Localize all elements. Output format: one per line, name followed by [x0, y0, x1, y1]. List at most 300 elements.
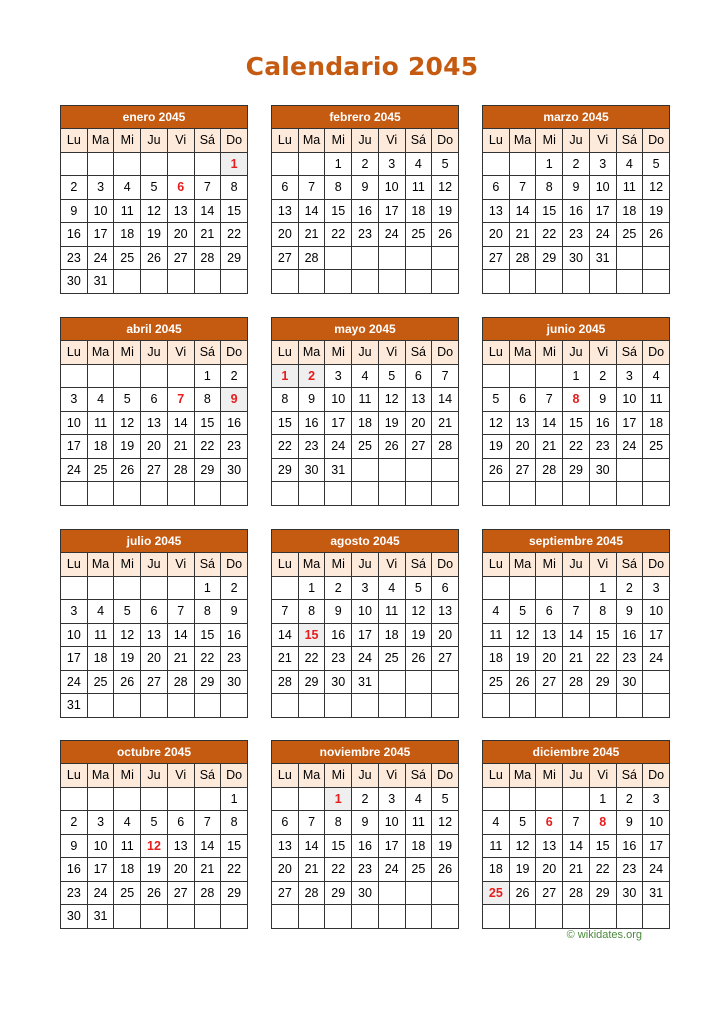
- day-cell: 14: [432, 388, 459, 412]
- day-cell: 11: [405, 176, 432, 200]
- day-cell: 15: [325, 199, 352, 223]
- empty-day-cell: [167, 576, 194, 600]
- day-cell: 2: [616, 787, 643, 811]
- weekday-header: Vi: [378, 341, 405, 365]
- weekday-header: Mi: [114, 553, 141, 577]
- holiday-day-cell: 8: [589, 811, 616, 835]
- weekday-header: Ju: [563, 553, 590, 577]
- day-cell: 20: [483, 223, 510, 247]
- day-cell: 2: [325, 576, 352, 600]
- day-cell: 24: [643, 647, 670, 671]
- weekday-header: Sá: [194, 764, 221, 788]
- day-cell: 12: [114, 623, 141, 647]
- day-cell: 10: [87, 834, 114, 858]
- day-cell: 4: [643, 364, 670, 388]
- day-cell: 9: [298, 388, 325, 412]
- empty-day-cell: [563, 482, 590, 506]
- day-cell: 20: [536, 858, 563, 882]
- empty-day-cell: [141, 905, 168, 929]
- month-calendar: [271, 105, 459, 294]
- day-cell: 12: [432, 811, 459, 835]
- month-calendar: [60, 529, 248, 718]
- month-calendar: [482, 740, 670, 929]
- day-cell: 10: [61, 623, 88, 647]
- day-cell: 31: [87, 270, 114, 294]
- weekday-header: Lu: [483, 764, 510, 788]
- weekday-header: Lu: [272, 341, 299, 365]
- day-cell: 27: [483, 246, 510, 270]
- empty-day-cell: [563, 905, 590, 929]
- day-cell: 15: [536, 199, 563, 223]
- day-cell: 12: [483, 411, 510, 435]
- weekday-header: Lu: [483, 129, 510, 153]
- empty-day-cell: [536, 270, 563, 294]
- day-cell: 10: [87, 199, 114, 223]
- empty-day-cell: [616, 458, 643, 482]
- day-cell: 27: [141, 670, 168, 694]
- day-cell: 30: [563, 246, 590, 270]
- month-title: julio 2045: [61, 530, 248, 553]
- empty-day-cell: [432, 905, 459, 929]
- day-cell: 19: [509, 858, 536, 882]
- month-calendar: [271, 529, 459, 718]
- day-cell: 12: [432, 176, 459, 200]
- day-cell: 3: [378, 787, 405, 811]
- day-cell: 25: [405, 223, 432, 247]
- day-cell: 20: [141, 647, 168, 671]
- empty-day-cell: [536, 482, 563, 506]
- day-cell: 25: [483, 670, 510, 694]
- empty-day-cell: [87, 482, 114, 506]
- empty-day-cell: [483, 270, 510, 294]
- holiday-day-cell: 1: [325, 787, 352, 811]
- empty-day-cell: [221, 270, 248, 294]
- day-cell: 31: [352, 670, 379, 694]
- day-cell: 8: [536, 176, 563, 200]
- day-cell: 9: [61, 199, 88, 223]
- holiday-day-cell: 8: [563, 388, 590, 412]
- weekday-header: Lu: [272, 553, 299, 577]
- empty-day-cell: [432, 458, 459, 482]
- day-cell: 29: [194, 458, 221, 482]
- day-cell: 20: [432, 623, 459, 647]
- empty-day-cell: [483, 787, 510, 811]
- day-cell: 22: [221, 858, 248, 882]
- empty-day-cell: [87, 152, 114, 176]
- empty-day-cell: [432, 881, 459, 905]
- day-cell: 28: [194, 881, 221, 905]
- day-cell: 21: [432, 411, 459, 435]
- weekday-header: Do: [432, 553, 459, 577]
- month-title: septiembre 2045: [483, 530, 670, 553]
- empty-day-cell: [141, 787, 168, 811]
- empty-day-cell: [589, 905, 616, 929]
- day-cell: 15: [221, 834, 248, 858]
- day-cell: 30: [352, 881, 379, 905]
- day-cell: 25: [114, 246, 141, 270]
- empty-day-cell: [378, 246, 405, 270]
- day-cell: 2: [221, 576, 248, 600]
- day-cell: 7: [298, 811, 325, 835]
- day-cell: 17: [378, 199, 405, 223]
- day-cell: 7: [509, 176, 536, 200]
- weekday-header: Do: [432, 129, 459, 153]
- day-cell: 28: [432, 435, 459, 459]
- day-cell: 24: [616, 435, 643, 459]
- empty-day-cell: [272, 482, 299, 506]
- day-cell: 5: [432, 152, 459, 176]
- day-cell: 30: [325, 670, 352, 694]
- footer-credit: © wikidates.org: [566, 929, 642, 941]
- empty-day-cell: [167, 905, 194, 929]
- day-cell: 27: [536, 881, 563, 905]
- day-cell: 25: [87, 670, 114, 694]
- empty-day-cell: [509, 152, 536, 176]
- empty-day-cell: [298, 152, 325, 176]
- day-cell: 2: [352, 152, 379, 176]
- empty-day-cell: [378, 881, 405, 905]
- weekday-header: Ju: [141, 764, 168, 788]
- day-cell: 15: [325, 834, 352, 858]
- month-calendar: [60, 317, 248, 506]
- day-cell: 22: [298, 647, 325, 671]
- day-cell: 25: [643, 435, 670, 459]
- weekday-header: Ju: [352, 764, 379, 788]
- day-cell: 17: [378, 834, 405, 858]
- day-cell: 6: [432, 576, 459, 600]
- weekday-header: Vi: [378, 764, 405, 788]
- empty-day-cell: [272, 152, 299, 176]
- empty-day-cell: [114, 694, 141, 718]
- day-cell: 17: [61, 647, 88, 671]
- month-title: marzo 2045: [483, 106, 670, 129]
- day-cell: 23: [221, 647, 248, 671]
- day-cell: 12: [643, 176, 670, 200]
- month-calendar: [271, 740, 459, 929]
- day-cell: 8: [194, 388, 221, 412]
- day-cell: 20: [405, 411, 432, 435]
- day-cell: 18: [643, 411, 670, 435]
- day-cell: 3: [87, 811, 114, 835]
- empty-day-cell: [298, 270, 325, 294]
- weekday-header: Do: [432, 764, 459, 788]
- day-cell: 22: [589, 858, 616, 882]
- day-cell: 24: [378, 858, 405, 882]
- day-cell: 30: [298, 458, 325, 482]
- day-cell: 7: [563, 811, 590, 835]
- day-cell: 8: [272, 388, 299, 412]
- day-cell: 10: [61, 411, 88, 435]
- empty-day-cell: [114, 270, 141, 294]
- day-cell: 13: [509, 411, 536, 435]
- day-cell: 5: [114, 600, 141, 624]
- day-cell: 19: [483, 435, 510, 459]
- day-cell: 7: [194, 176, 221, 200]
- day-cell: 17: [616, 411, 643, 435]
- weekday-header: Ju: [563, 764, 590, 788]
- day-cell: 18: [483, 858, 510, 882]
- weekday-header: Do: [221, 764, 248, 788]
- weekday-header: Vi: [378, 553, 405, 577]
- day-cell: 26: [432, 858, 459, 882]
- day-cell: 9: [563, 176, 590, 200]
- day-cell: 7: [536, 388, 563, 412]
- day-cell: 14: [563, 623, 590, 647]
- day-cell: 3: [87, 176, 114, 200]
- weekday-header: Ma: [298, 341, 325, 365]
- day-cell: 6: [536, 600, 563, 624]
- weekday-header: Sá: [194, 553, 221, 577]
- day-cell: 14: [298, 834, 325, 858]
- weekday-header: Ju: [352, 129, 379, 153]
- empty-day-cell: [167, 482, 194, 506]
- holiday-day-cell: 15: [298, 623, 325, 647]
- holiday-day-cell: 12: [141, 834, 168, 858]
- day-cell: 7: [272, 600, 299, 624]
- day-cell: 22: [563, 435, 590, 459]
- day-cell: 4: [616, 152, 643, 176]
- day-cell: 30: [61, 270, 88, 294]
- day-cell: 21: [563, 858, 590, 882]
- day-cell: 18: [87, 435, 114, 459]
- weekday-header: Vi: [589, 764, 616, 788]
- day-cell: 6: [405, 364, 432, 388]
- empty-day-cell: [167, 152, 194, 176]
- day-cell: 4: [378, 576, 405, 600]
- day-cell: 24: [589, 223, 616, 247]
- day-cell: 16: [352, 834, 379, 858]
- day-cell: 19: [509, 647, 536, 671]
- day-cell: 9: [616, 811, 643, 835]
- day-cell: 5: [378, 364, 405, 388]
- empty-day-cell: [298, 787, 325, 811]
- empty-day-cell: [61, 152, 88, 176]
- empty-day-cell: [61, 364, 88, 388]
- day-cell: 14: [194, 834, 221, 858]
- empty-day-cell: [432, 270, 459, 294]
- day-cell: 10: [616, 388, 643, 412]
- day-cell: 16: [616, 623, 643, 647]
- day-cell: 4: [114, 811, 141, 835]
- day-cell: 13: [167, 834, 194, 858]
- empty-day-cell: [509, 576, 536, 600]
- empty-day-cell: [563, 576, 590, 600]
- empty-day-cell: [509, 482, 536, 506]
- day-cell: 4: [87, 388, 114, 412]
- day-cell: 11: [405, 811, 432, 835]
- day-cell: 21: [167, 647, 194, 671]
- day-cell: 9: [352, 811, 379, 835]
- day-cell: 28: [563, 881, 590, 905]
- day-cell: 22: [194, 647, 221, 671]
- weekday-header: Ma: [509, 129, 536, 153]
- day-cell: 29: [221, 246, 248, 270]
- empty-day-cell: [114, 576, 141, 600]
- day-cell: 10: [352, 600, 379, 624]
- day-cell: 11: [114, 199, 141, 223]
- day-cell: 19: [141, 223, 168, 247]
- empty-day-cell: [643, 458, 670, 482]
- day-cell: 26: [509, 881, 536, 905]
- day-cell: 1: [298, 576, 325, 600]
- empty-day-cell: [536, 694, 563, 718]
- day-cell: 22: [272, 435, 299, 459]
- day-cell: 3: [61, 388, 88, 412]
- weekday-header: Sá: [616, 553, 643, 577]
- day-cell: 17: [589, 199, 616, 223]
- day-cell: 14: [298, 199, 325, 223]
- day-cell: 30: [61, 905, 88, 929]
- day-cell: 9: [61, 834, 88, 858]
- day-cell: 21: [298, 223, 325, 247]
- day-cell: 5: [114, 388, 141, 412]
- day-cell: 11: [87, 623, 114, 647]
- weekday-header: Sá: [405, 553, 432, 577]
- empty-day-cell: [194, 787, 221, 811]
- day-cell: 29: [221, 881, 248, 905]
- day-cell: 28: [272, 670, 299, 694]
- day-cell: 8: [221, 176, 248, 200]
- day-cell: 28: [298, 246, 325, 270]
- day-cell: 14: [509, 199, 536, 223]
- day-cell: 1: [589, 576, 616, 600]
- empty-day-cell: [432, 246, 459, 270]
- day-cell: 5: [643, 152, 670, 176]
- empty-day-cell: [87, 694, 114, 718]
- day-cell: 22: [221, 223, 248, 247]
- empty-day-cell: [167, 270, 194, 294]
- weekday-header: Sá: [405, 129, 432, 153]
- month-calendar: [271, 317, 459, 506]
- day-cell: 25: [405, 858, 432, 882]
- empty-day-cell: [272, 576, 299, 600]
- day-cell: 16: [352, 199, 379, 223]
- empty-day-cell: [405, 246, 432, 270]
- weekday-header: Vi: [589, 129, 616, 153]
- weekday-header: Sá: [194, 341, 221, 365]
- weekday-header: Lu: [61, 764, 88, 788]
- empty-day-cell: [509, 364, 536, 388]
- day-cell: 26: [405, 647, 432, 671]
- weekday-header: Ma: [509, 341, 536, 365]
- day-cell: 8: [589, 600, 616, 624]
- empty-day-cell: [563, 694, 590, 718]
- day-cell: 23: [616, 858, 643, 882]
- weekday-header: Do: [221, 553, 248, 577]
- empty-day-cell: [87, 576, 114, 600]
- weekday-header: Sá: [405, 764, 432, 788]
- empty-day-cell: [87, 787, 114, 811]
- holiday-day-cell: 6: [536, 811, 563, 835]
- day-cell: 2: [221, 364, 248, 388]
- day-cell: 23: [61, 881, 88, 905]
- day-cell: 17: [643, 623, 670, 647]
- day-cell: 2: [61, 176, 88, 200]
- day-cell: 26: [483, 458, 510, 482]
- weekday-header: Mi: [325, 341, 352, 365]
- day-cell: 16: [298, 411, 325, 435]
- empty-day-cell: [114, 152, 141, 176]
- day-cell: 15: [194, 411, 221, 435]
- empty-day-cell: [141, 270, 168, 294]
- weekday-header: Ma: [87, 764, 114, 788]
- empty-day-cell: [114, 905, 141, 929]
- day-cell: 22: [325, 858, 352, 882]
- day-cell: 27: [536, 670, 563, 694]
- day-cell: 12: [509, 834, 536, 858]
- day-cell: 16: [61, 223, 88, 247]
- weekday-header: Ju: [141, 553, 168, 577]
- day-cell: 14: [536, 411, 563, 435]
- day-cell: 22: [589, 647, 616, 671]
- weekday-header: Ma: [87, 341, 114, 365]
- day-cell: 11: [87, 411, 114, 435]
- weekday-header: Mi: [114, 764, 141, 788]
- day-cell: 3: [616, 364, 643, 388]
- empty-day-cell: [325, 246, 352, 270]
- weekday-header: Do: [221, 129, 248, 153]
- day-cell: 7: [432, 364, 459, 388]
- day-cell: 11: [616, 176, 643, 200]
- day-cell: 20: [141, 435, 168, 459]
- day-cell: 10: [643, 600, 670, 624]
- day-cell: 28: [509, 246, 536, 270]
- day-cell: 5: [509, 811, 536, 835]
- empty-day-cell: [167, 364, 194, 388]
- day-cell: 23: [616, 647, 643, 671]
- empty-day-cell: [616, 270, 643, 294]
- empty-day-cell: [589, 270, 616, 294]
- day-cell: 10: [325, 388, 352, 412]
- empty-day-cell: [536, 576, 563, 600]
- empty-day-cell: [405, 482, 432, 506]
- day-cell: 15: [272, 411, 299, 435]
- day-cell: 13: [536, 834, 563, 858]
- day-cell: 21: [194, 223, 221, 247]
- weekday-header: Ma: [298, 129, 325, 153]
- day-cell: 31: [325, 458, 352, 482]
- day-cell: 26: [114, 458, 141, 482]
- empty-day-cell: [378, 670, 405, 694]
- month-title: enero 2045: [61, 106, 248, 129]
- day-cell: 11: [378, 600, 405, 624]
- empty-day-cell: [589, 694, 616, 718]
- empty-day-cell: [194, 270, 221, 294]
- weekday-header: Sá: [194, 129, 221, 153]
- day-cell: 25: [616, 223, 643, 247]
- empty-day-cell: [194, 694, 221, 718]
- weekday-header: Vi: [589, 553, 616, 577]
- weekday-header: Vi: [167, 129, 194, 153]
- weekday-header: Ju: [141, 129, 168, 153]
- day-cell: 11: [483, 834, 510, 858]
- day-cell: 19: [141, 858, 168, 882]
- day-cell: 28: [167, 670, 194, 694]
- empty-day-cell: [352, 458, 379, 482]
- day-cell: 10: [378, 811, 405, 835]
- day-cell: 24: [87, 881, 114, 905]
- day-cell: 21: [194, 858, 221, 882]
- day-cell: 19: [432, 834, 459, 858]
- empty-day-cell: [483, 576, 510, 600]
- day-cell: 21: [272, 647, 299, 671]
- day-cell: 3: [61, 600, 88, 624]
- day-cell: 15: [589, 623, 616, 647]
- empty-day-cell: [194, 482, 221, 506]
- day-cell: 26: [141, 246, 168, 270]
- day-cell: 12: [509, 623, 536, 647]
- day-cell: 20: [167, 223, 194, 247]
